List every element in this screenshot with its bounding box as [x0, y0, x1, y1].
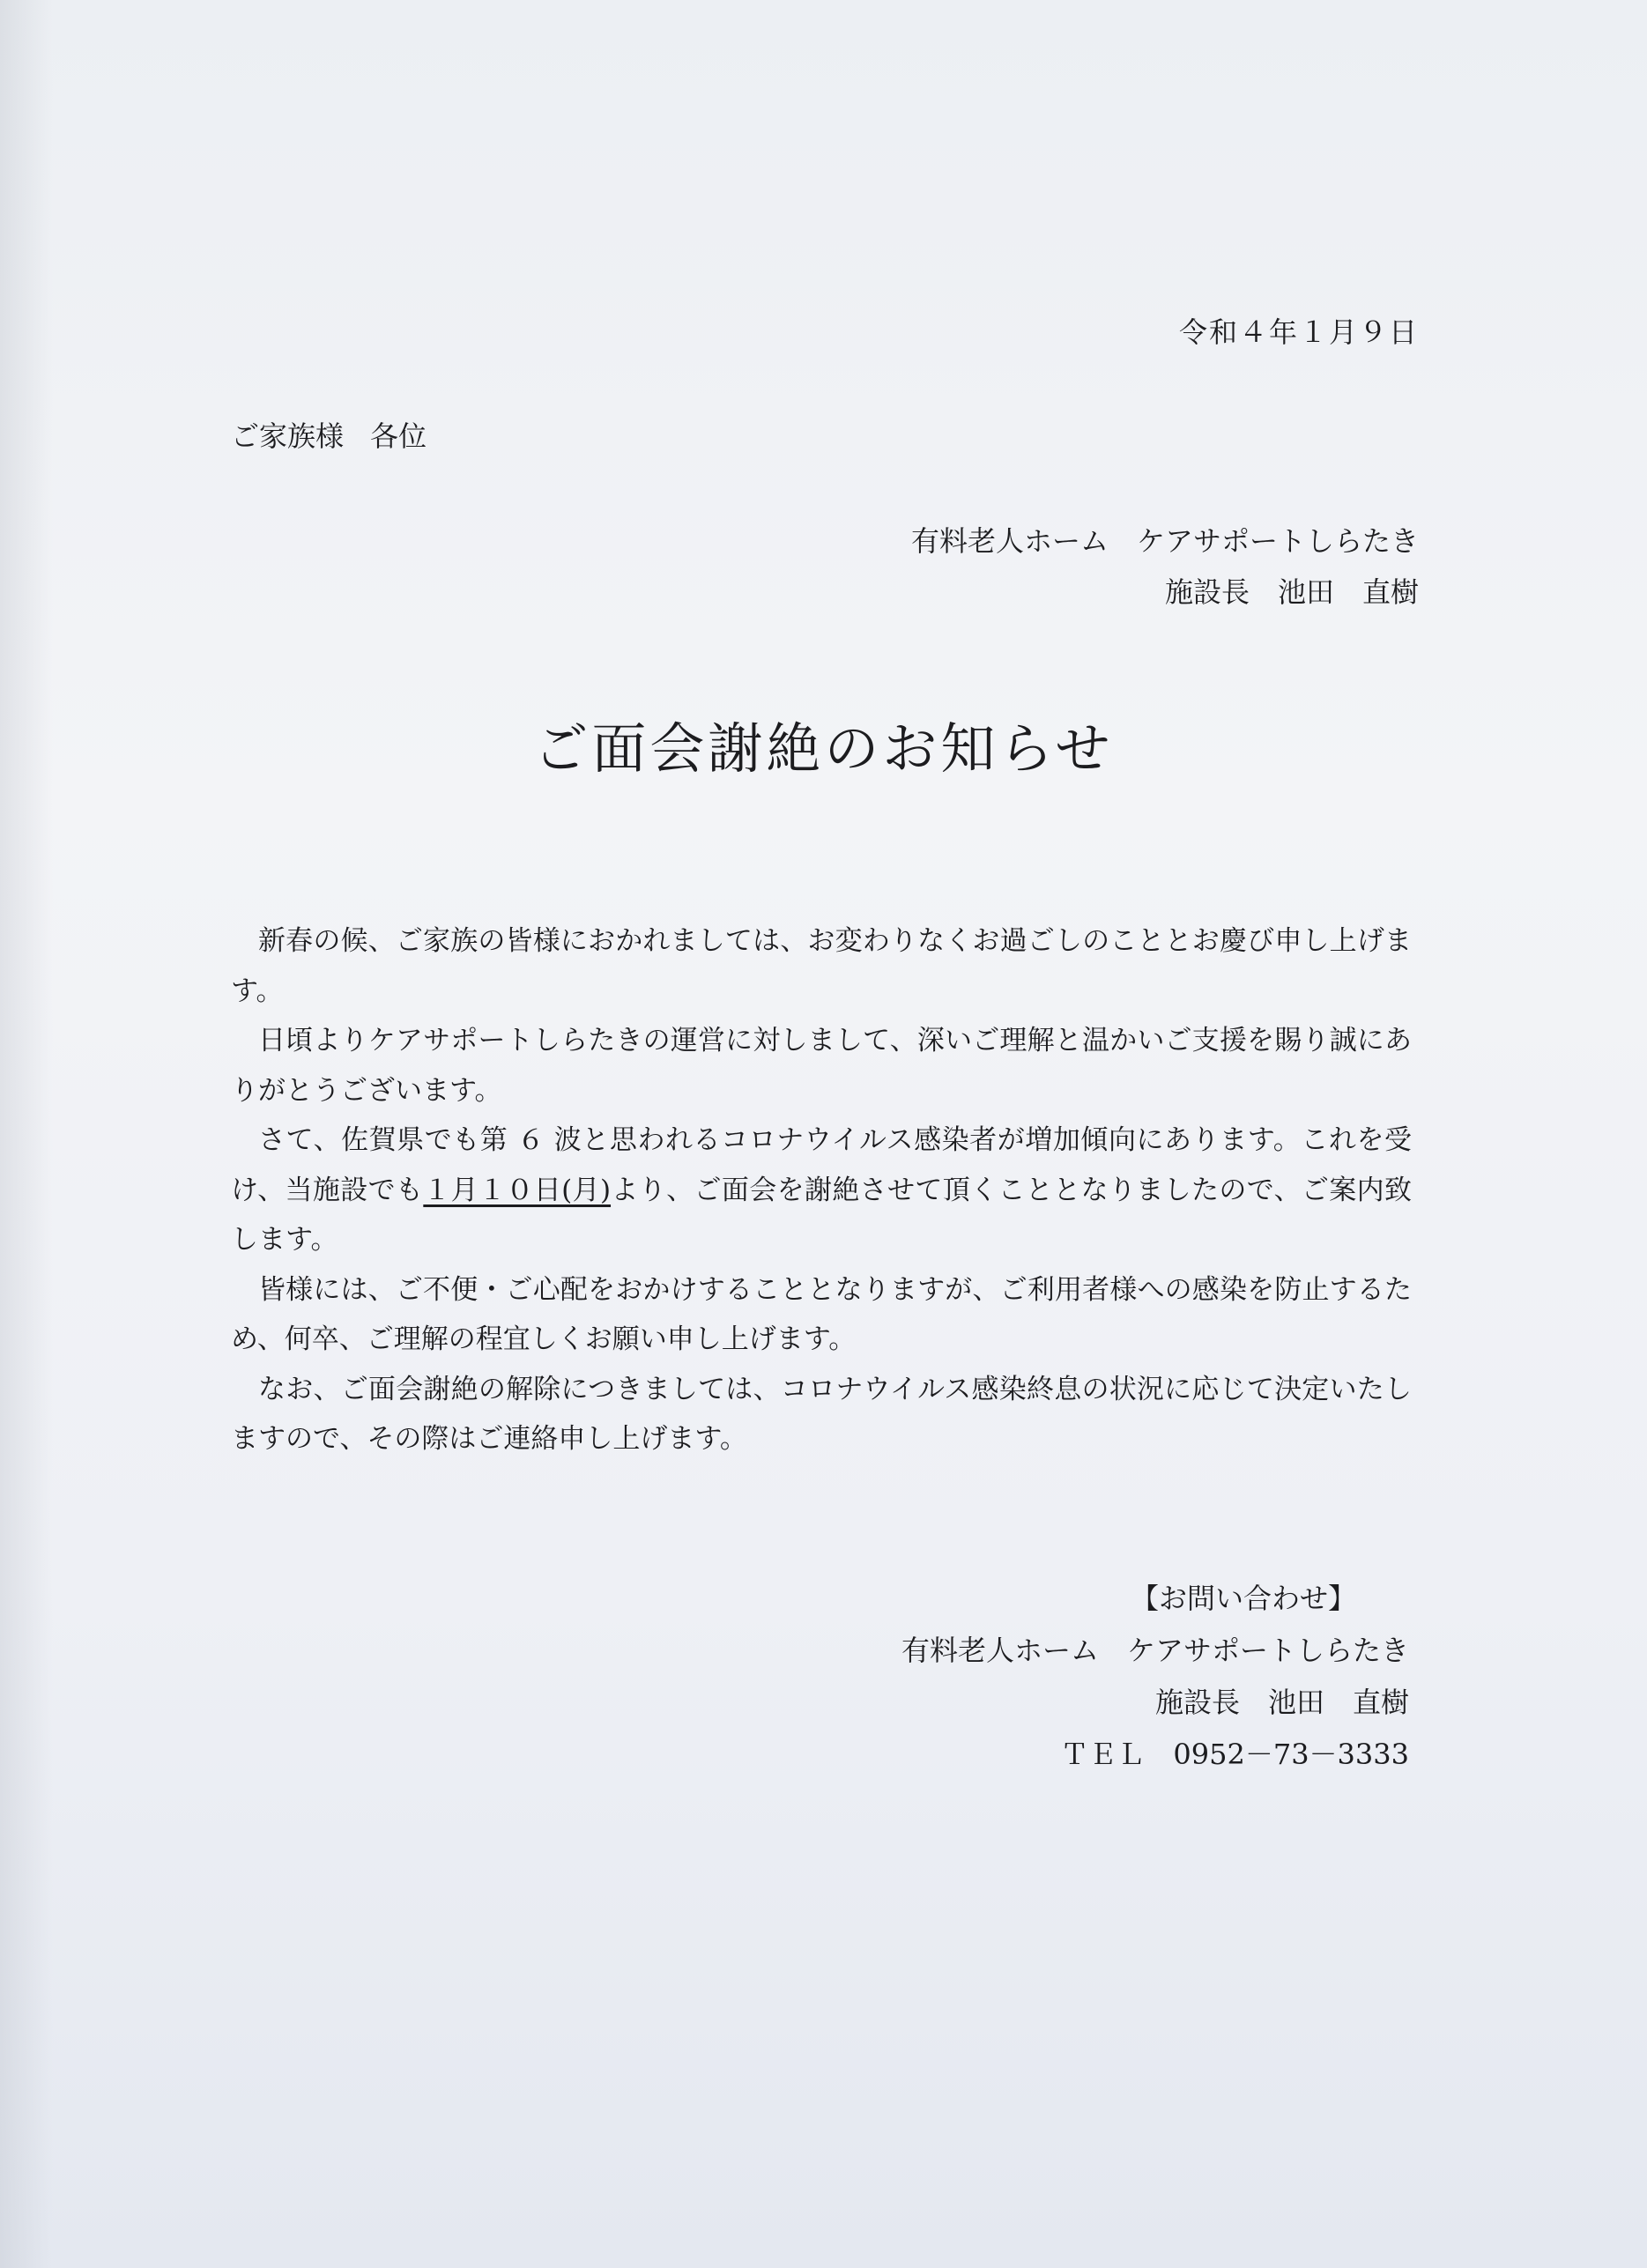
contact-director: 施設長 池田 直樹 — [1154, 1686, 1409, 1719]
body-paragraph-3 — [231, 1115, 1412, 1265]
addressee-suffix: 各位 — [370, 419, 427, 453]
body-paragraph-4: 皆様には、ご不便・ご心配をおかけすることとなりますが、ご利用者様への感染を防止するため、何卒、ご理解の程宜しくお願い申し上げます。 — [231, 1273, 1412, 1355]
contact-block — [901, 1573, 1409, 1781]
body-paragraph-3-tail: より、ご面会を謝絶させて頂くこととなりましたので、ご案内致します。 — [231, 1174, 1412, 1256]
paper-shadow — [0, 0, 53, 2268]
body-paragraph-5: なお、ご面会謝絶の解除につきましては、コロナウイルス感染終息の状況に応じて決定いたしますので、その際はご連絡申し上げます。 — [231, 1373, 1412, 1455]
notice-body — [231, 916, 1412, 1464]
document-date: 令和４年１月９日 — [1178, 315, 1419, 349]
addressee-to: ご家族様 — [231, 419, 345, 453]
sender-facility: 有料老人ホーム ケアサポートしらたき — [910, 524, 1419, 558]
addressee — [231, 414, 453, 455]
body-paragraph-3-lead: さて、佐賀県でも第 ６ 波と思われるコロナウイルス感染者が増加傾向にあります。これを受け、当施設でも — [231, 1124, 1412, 1206]
contact-phone: ＴＥＬ 0952－73－3333 — [1060, 1738, 1409, 1771]
sender-block — [911, 515, 1419, 618]
body-paragraph-1: 新春の候、ご家族の皆様におかれましては、お変わりなくお過ごしのこととお慶び申し上げます。 — [231, 925, 1412, 1007]
body-paragraph-2: 日頃よりケアサポートしらたきの運営に対しまして、深いご理解と温かいご支援を賜り誠にありがとうございます。 — [231, 1025, 1412, 1107]
sender-director: 施設長 池田 直樹 — [1164, 575, 1419, 609]
contact-heading: 【お問い合わせ】 — [1130, 1582, 1356, 1615]
page-title: ご面会謝絶のお知らせ — [533, 716, 1114, 781]
contact-facility: 有料老人ホーム ケアサポートしらたき — [901, 1634, 1409, 1667]
visit-ban-start-date: １月１０日(月) — [423, 1174, 612, 1206]
